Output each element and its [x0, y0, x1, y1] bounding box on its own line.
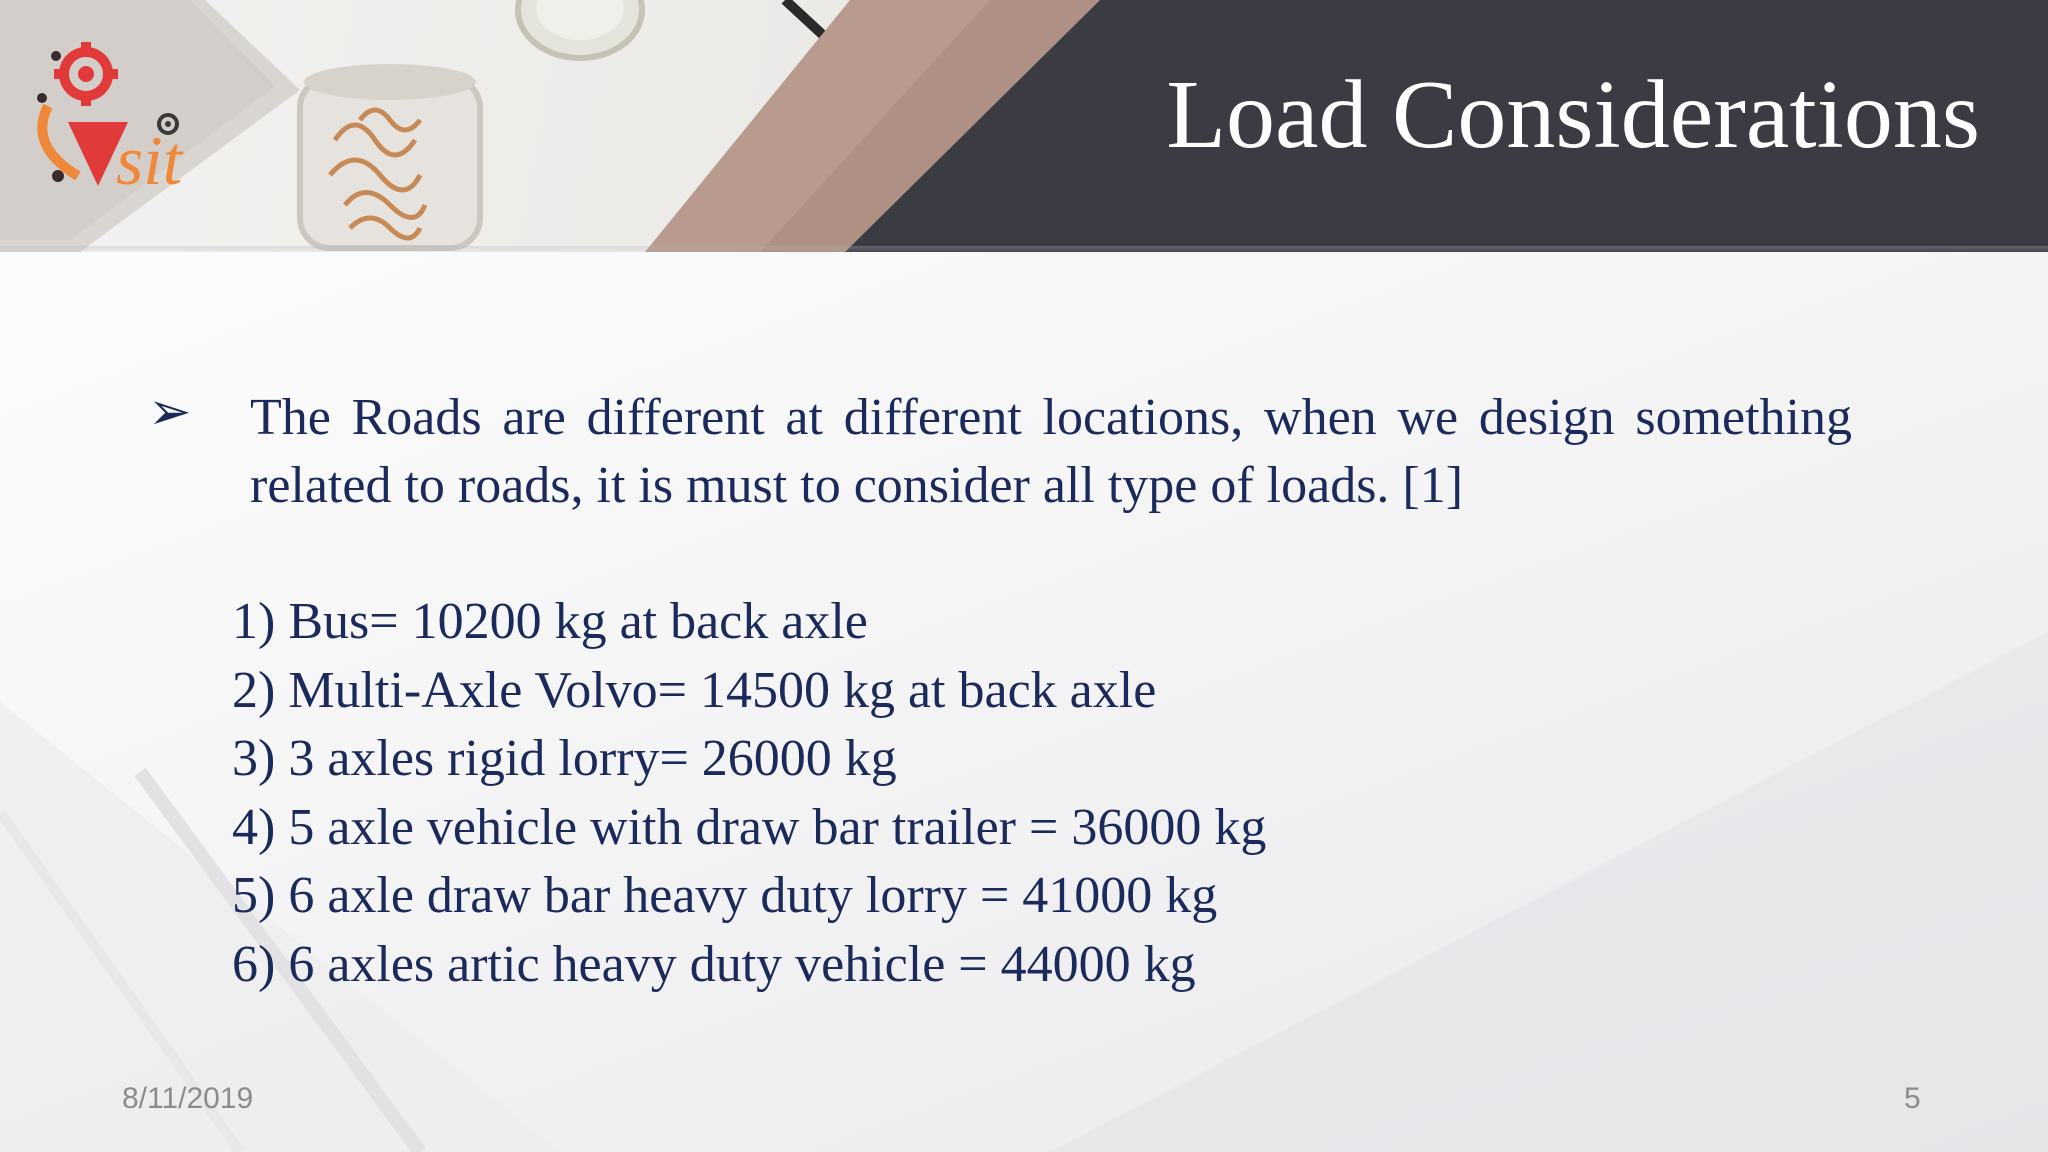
page-number: 5 [1904, 1082, 1921, 1115]
list-item: 1) Bus= 10200 kg at back axle [232, 593, 868, 650]
footer-date: 8/11/2019 [122, 1082, 254, 1115]
intro-paragraph: The Roads are different at different locations, when we design something related to roads, it is must to consider all type of loads. [1] [250, 389, 1852, 514]
logo-text: sit [116, 123, 183, 200]
list-item: 6) 6 axles artic heavy duty vehicle = 44000 kg [232, 935, 1196, 993]
arrow-bullet-icon: ➢ [148, 382, 192, 442]
slide-title: Load Considerations [1166, 61, 1980, 169]
load-list [232, 588, 1266, 999]
list-item: 3) 3 axles rigid lorry= 26000 kg [232, 730, 897, 787]
gear-icon [18, 36, 218, 206]
list-item: 4) 5 axle vehicle with draw bar trailer = 36000 kg [232, 798, 1267, 856]
list-item: 5) 6 axle draw bar heavy duty lorry = 41000 kg [232, 867, 1218, 924]
list-item: 2) Multi-Axle Volvo= 14500 kg at back axle [232, 661, 1157, 719]
